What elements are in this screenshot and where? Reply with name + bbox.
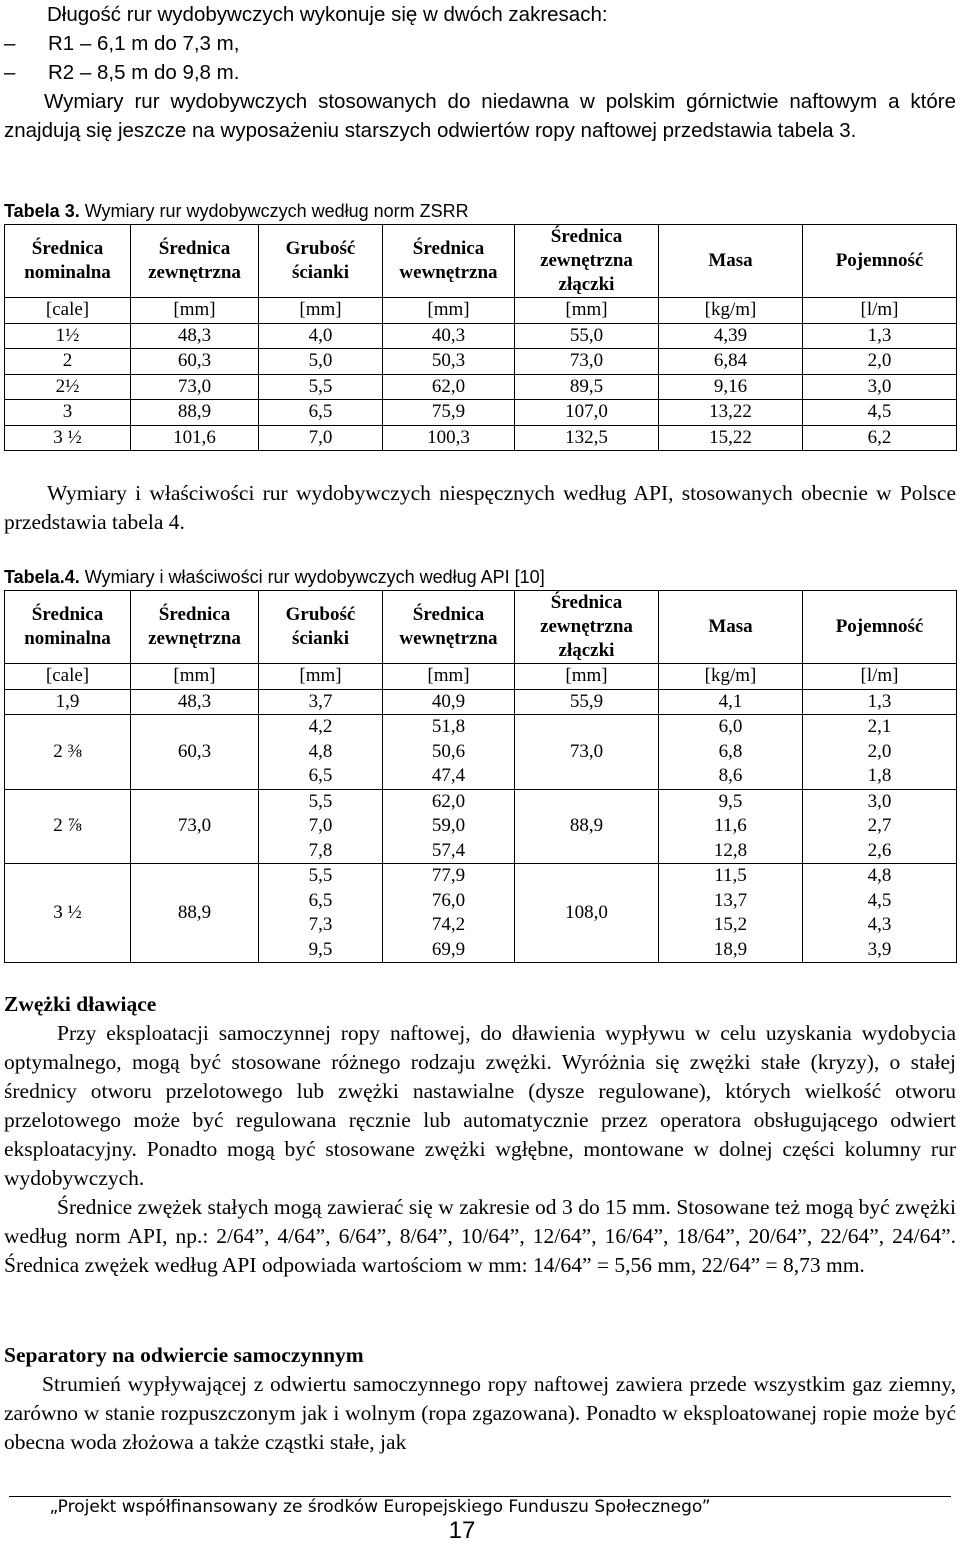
cell-value: 8,6 [718, 765, 743, 786]
range-item: – R2 – 8,5 m do 9,8 m. [4, 61, 240, 84]
cell-value: 7,0 [308, 815, 333, 836]
table-row: 3 ½ 101,6 7,0 100,3 132,5 15,22 6,2 [5, 425, 957, 451]
separators-section [4, 1341, 956, 1457]
cell-capacity [803, 689, 957, 715]
col-mass: Masa [659, 591, 803, 664]
cell-nominal: 1,9 [5, 689, 131, 715]
table-row [5, 715, 957, 790]
table-row: 3 88,9 6,5 75,9 107,0 13,22 4,5 [5, 400, 957, 426]
page-number: 17 [448, 1517, 476, 1544]
cell-value: 4,5 [867, 889, 892, 911]
cell-value: 3,7 [308, 690, 333, 712]
cell-outer: 48,3 [131, 689, 259, 715]
col-inner: Średnica wewnętrzna [383, 591, 515, 664]
cell-value: 18,9 [713, 938, 748, 960]
table-row: 2 60,3 5,0 50,3 73,0 6,84 2,0 [5, 349, 957, 375]
cell-wall [259, 689, 383, 715]
cell-inner [383, 789, 515, 864]
cell-coupling: 108,0 [515, 864, 659, 963]
cell-value: 4,3 [867, 914, 892, 935]
cell-value: 7,3 [308, 914, 333, 935]
cell-value: 2,0 [867, 740, 892, 762]
cell-value: 40,9 [431, 690, 466, 712]
cell-value: 47,4 [431, 765, 466, 786]
cell-value: 62,0 [431, 790, 466, 812]
between-paragraph: Wymiary i właściwości rur wydobywczych niespęcznych według API, stosowanych obecnie w Polsce przedstawia tabela 4. [4, 481, 956, 534]
cell-inner [383, 864, 515, 963]
cell-value: 11,6 [714, 815, 747, 836]
cell-value: 4,8 [867, 865, 892, 886]
cell-value: 12,8 [713, 839, 748, 861]
table-header-row [5, 225, 957, 298]
cell-outer: 60,3 [131, 715, 259, 790]
col-nominal: Średnica nominalna [5, 591, 131, 664]
cell-value: 15,2 [713, 914, 748, 935]
cell-value: 7,8 [308, 839, 333, 861]
chokes-paragraph-1: Przy eksploatacji samoczynnej ropy naftowej, do dławienia wypływu w celu uzyskania wydobycia optymalnego, mogą być stosowane różnego rodzaju zwężki. Wyróżnia się zwężki stałe (kryzy), o stałej średnicy otworu przelotowego lub zwężki nastawialne (dysze regulowane), których wielkość otworu przelotowego może być regulowana ręcznie lub automatycznie przez operatora obsługującego odwiert eksploatacyjny. Ponadto mogą być stosowane zwężki wgłębne, montowane w dolnej części kolumny rur wydobywczych. [4, 1021, 956, 1190]
range-item: – R1 – 6,1 m do 7,3 m, [4, 32, 240, 55]
table-units-row: [cale] [mm] [mm] [mm] [mm] [kg/m] [l/m] [5, 298, 957, 324]
col-wall: Grubość ścianki [259, 225, 383, 298]
cell-mass [659, 689, 803, 715]
cell-wall [259, 789, 383, 864]
table-row [5, 864, 957, 963]
table4 [4, 590, 957, 963]
cell-inner [383, 689, 515, 715]
separators-paragraph: Strumień wypływającej z odwiertu samoczynnego ropy naftowej zawiera przede wszystkim gaz ziemny, zarówno w stanie rozpuszczonym jak i wolnym (ropa zgazowana). Ponadto w eksploatowanej ropie może być obecna woda złożowa a także cząstki stałe, jak [4, 1372, 956, 1454]
cell-wall [259, 715, 383, 790]
cell-value: 51,8 [431, 716, 466, 737]
cell-value: 76,0 [431, 889, 466, 911]
cell-capacity [803, 864, 957, 963]
chokes-heading: Zwężki dławiące [4, 992, 157, 1016]
cell-value: 6,5 [308, 765, 333, 786]
cell-value: 4,8 [308, 740, 333, 762]
cell-mass [659, 864, 803, 963]
cell-value: 5,5 [308, 790, 333, 812]
cell-value: 77,9 [431, 865, 466, 886]
table-row [5, 789, 957, 864]
cell-value: 59,0 [431, 815, 466, 836]
col-inner: Średnica wewnętrzna [383, 225, 515, 298]
cell-outer: 88,9 [131, 864, 259, 963]
cell-value: 11,5 [714, 865, 747, 886]
cell-value: 4,2 [308, 716, 333, 737]
table-row: 2½ 73,0 5,5 62,0 89,5 9,16 3,0 [5, 374, 957, 400]
separators-heading: Separatory na odwiercie samoczynnym [4, 1343, 364, 1367]
col-capacity: Pojemność [803, 225, 957, 298]
table4-caption: Tabela.4. Wymiary i właściwości rur wydobywczych według API [10] [4, 567, 545, 587]
cell-value: 74,2 [431, 914, 466, 935]
col-nominal: Średnica nominalna [5, 225, 131, 298]
table-units-row: [cale] [mm] [mm] [mm] [mm] [kg/m] [l/m] [5, 664, 957, 690]
cell-value: 6,5 [308, 889, 333, 911]
cell-capacity [803, 715, 957, 790]
cell-value: 3,0 [867, 790, 892, 812]
col-wall: Grubość ścianki [259, 591, 383, 664]
cell-value: 9,5 [308, 938, 333, 960]
col-coupling: Średnica zewnętrzna złączki [515, 591, 659, 664]
cell-value: 5,5 [308, 865, 333, 886]
cell-nominal: 2 ⅞ [5, 789, 131, 864]
chokes-section [4, 990, 956, 1280]
cell-mass [659, 715, 803, 790]
cell-inner [383, 715, 515, 790]
col-capacity: Pojemność [803, 591, 957, 664]
table3-caption: Tabela 3. Wymiary rur wydobywczych według norm ZSRR [4, 201, 469, 221]
table-header-row [5, 591, 957, 664]
cell-outer: 73,0 [131, 789, 259, 864]
col-mass: Masa [659, 225, 803, 298]
cell-value: 6,0 [718, 716, 743, 737]
cell-value: 13,7 [713, 889, 748, 911]
cell-value: 2,1 [867, 716, 892, 737]
col-coupling: Średnica zewnętrzna złączki [515, 225, 659, 298]
intro-section [4, 0, 956, 145]
table-row: 1½ 48,3 4,0 40,3 55,0 4,39 1,3 [5, 323, 957, 349]
cell-coupling: 73,0 [515, 715, 659, 790]
cell-wall [259, 864, 383, 963]
cell-value: 2,7 [867, 815, 892, 836]
cell-value: 2,6 [867, 839, 892, 861]
cell-coupling: 55,9 [515, 689, 659, 715]
col-outer: Średnica zewnętrzna [131, 591, 259, 664]
intro-paragraph: Wymiary rur wydobywczych stosowanych do niedawna w polskim górnictwie naftowym a które znajdują się jeszcze na wyposażeniu starszych odwiertów ropy naftowej przedstawia tabela 3. [4, 90, 956, 142]
cell-value: 1,8 [867, 765, 892, 786]
cell-value: 6,8 [718, 740, 743, 762]
cell-value: 3,9 [867, 938, 892, 960]
table3 [4, 224, 957, 451]
table-row [5, 689, 957, 715]
footer-text: „Projekt współfinansowany ze środków Europejskiego Funduszu Społecznego” [49, 1497, 711, 1517]
col-outer: Średnica zewnętrzna [131, 225, 259, 298]
intro-line: Długość rur wydobywczych wykonuje się w dwóch zakresach: [47, 3, 608, 26]
cell-nominal: 3 ½ [5, 864, 131, 963]
cell-value: 1,3 [867, 690, 892, 712]
cell-value: 57,4 [431, 839, 466, 861]
cell-capacity [803, 789, 957, 864]
cell-mass [659, 789, 803, 864]
cell-coupling: 88,9 [515, 789, 659, 864]
chokes-paragraph-2: Średnice zwężek stałych mogą zawierać się w zakresie od 3 do 15 mm. Stosowane też mogą być zwężki według norm API, np.: 2/64”, 4/64”, 6/64”, 8/64”, 10/64”, 12/64”, 16/64”, 18/64”, 20/64”, 22/64”, 24/64”. Średnica zwężek według API odpowiada wartościom w mm: 14/64” = 5,56 mm, 22/64” = 8,73 mm. [4, 1195, 956, 1277]
cell-value: 9,5 [718, 790, 743, 812]
cell-value: 50,6 [431, 740, 466, 762]
cell-value: 69,9 [431, 938, 466, 960]
cell-nominal: 2 ⅜ [5, 715, 131, 790]
cell-value: 4,1 [718, 690, 743, 712]
